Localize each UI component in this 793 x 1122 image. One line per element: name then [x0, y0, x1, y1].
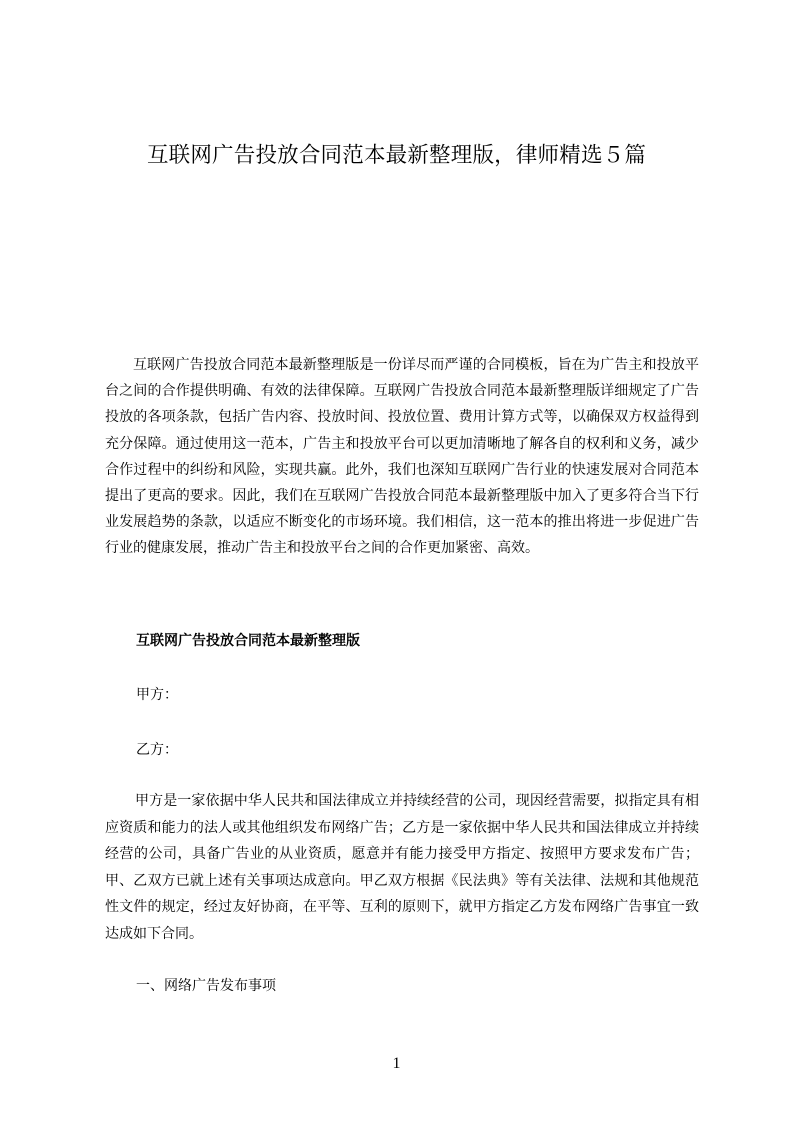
- contract-preamble-paragraph: 甲方是一家依据中华人民共和国法律成立并持续经营的公司，现因经营需要，拟指定具有相应资质和能力的法人或其他组织发布网络广告；乙方是一家依据中华人民共和国法律成立并持续经营的公司，具备广告业的从业资质，愿意并有能力接受甲方指定、按照甲方要求发布广告；甲、乙双方已就上述有关事项达成意向。甲乙双方根据《民法典》等有关法律、法规和其他规范性文件的规定，经过友好协商，在平等、互利的原则下，就甲方指定乙方发布网络广告事宜一致达成如下合同。: [105, 793, 699, 942]
- section-heading-1: 一、网络广告发布事项: [136, 978, 276, 994]
- contract-heading: 互联网广告投放合同范本最新整理版: [136, 633, 360, 649]
- party-a-label: 甲方：: [136, 687, 178, 703]
- document-title: 互联网广告投放合同范本最新整理版，律师精选５篇: [146, 143, 647, 168]
- page-number: 1: [392, 1055, 401, 1072]
- party-b-label: 乙方：: [136, 742, 178, 758]
- intro-paragraph: 互联网广告投放合同范本最新整理版是一份详尽而严谨的合同模板，旨在为广告主和投放平台之间的合作提供明确、有效的法律保障。互联网广告投放合同范本最新整理版详细规定了广告投放的各项条款，包括广告内容、投放时间、投放位置、费用计算方式等，以确保双方权益得到充分保障。通过使用这一范本，广告主和投放平台可以更加清晰地了解各自的权利和义务，减少合作过程中的纠纷和风险，实现共赢。此外，我们也深知互联网广告行业的快速发展对合同范本提出了更高的要求。因此，我们在互联网广告投放合同范本最新整理版中加入了更多符合当下行业发展趋势的条款，以适应不断变化的市场环境。我们相信，这一范本的推出将进一步促进广告行业的健康发展，推动广告主和投放平台之间的合作更加紧密、高效。: [105, 357, 699, 557]
